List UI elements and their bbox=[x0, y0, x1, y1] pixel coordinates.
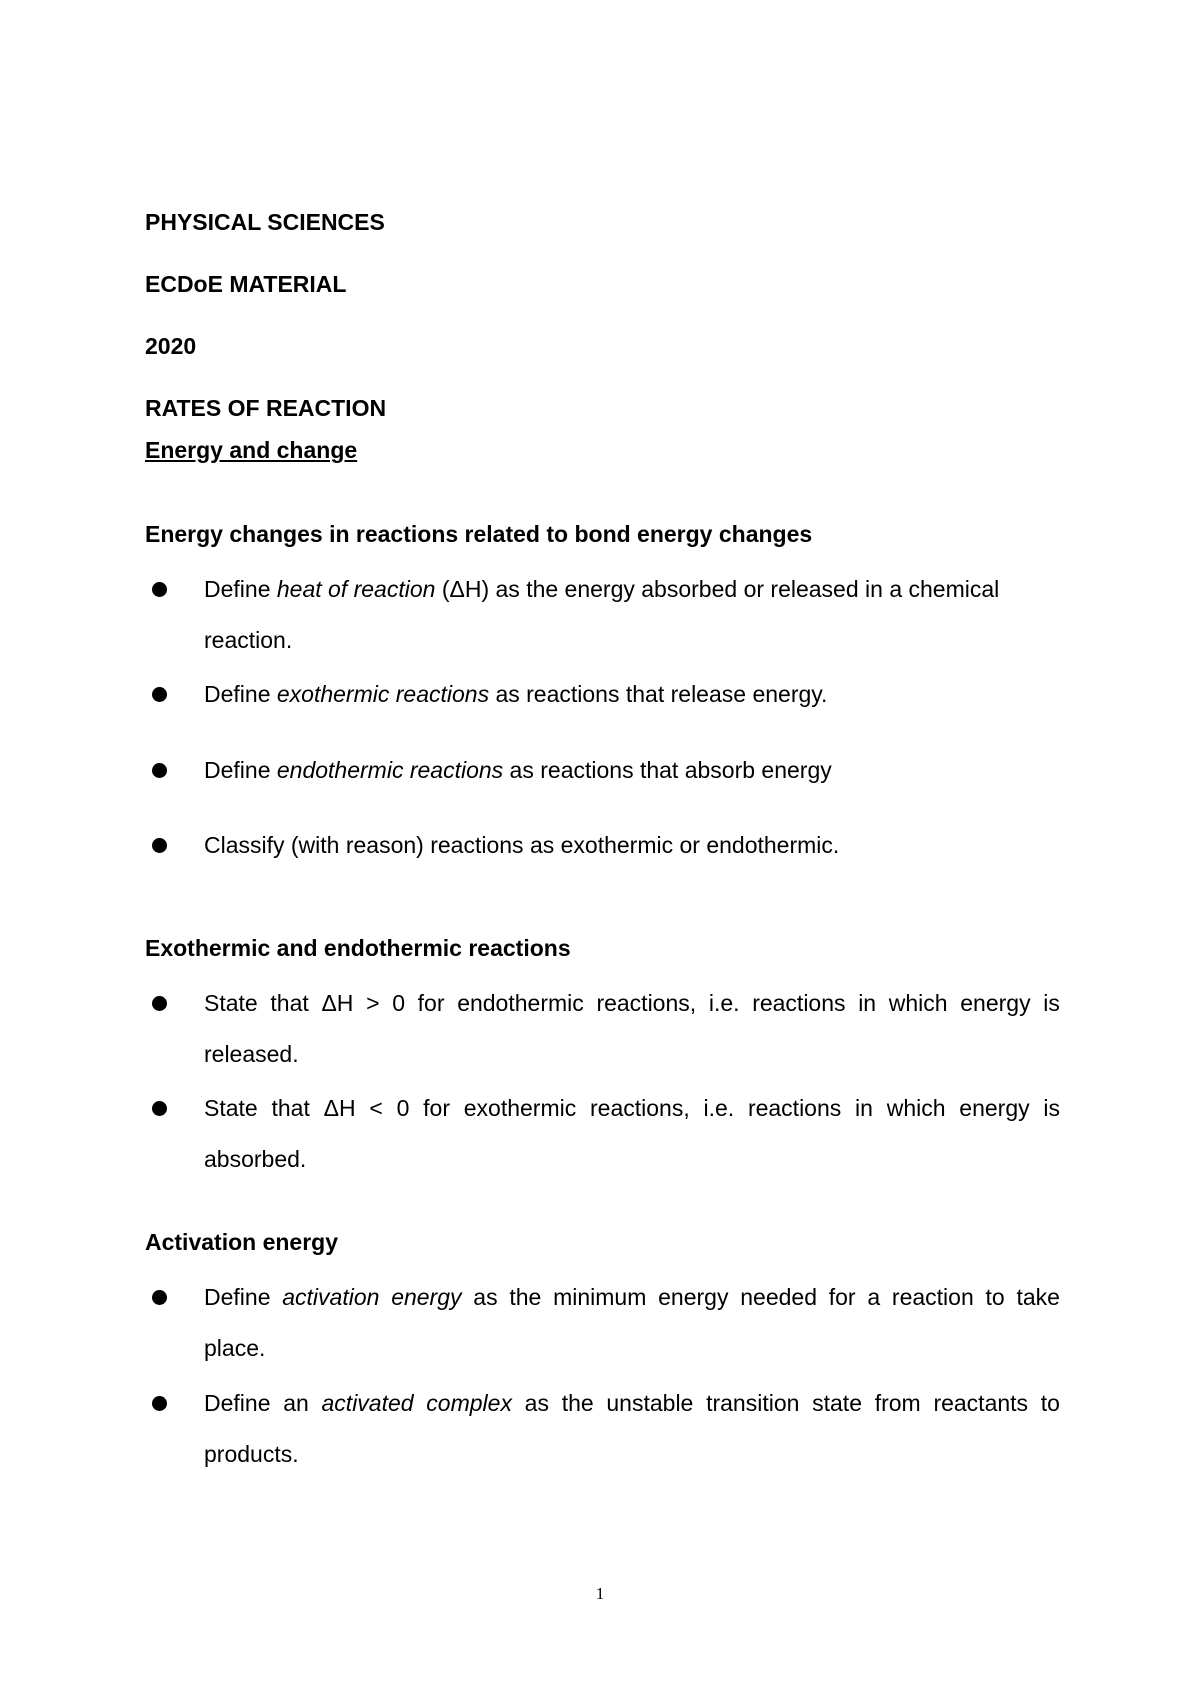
word: reaction bbox=[891, 1284, 974, 1310]
bullet-term: exothermic reactions bbox=[276, 681, 490, 707]
bullet-icon bbox=[152, 687, 167, 702]
section-heading: Activation energy bbox=[145, 1229, 338, 1255]
word: ΔH bbox=[321, 990, 354, 1016]
bullet-text: Define bbox=[204, 681, 277, 707]
bullet-text: as reactions that release energy. bbox=[489, 681, 828, 707]
word: an bbox=[283, 1390, 309, 1416]
bullet-icon bbox=[152, 582, 167, 597]
page-number: 1 bbox=[595, 1584, 605, 1603]
word: i.e. bbox=[703, 1095, 735, 1121]
word: is bbox=[1043, 990, 1060, 1016]
word: ΔH bbox=[323, 1095, 356, 1121]
word: as bbox=[524, 1390, 549, 1416]
bullet-text: Classify (with reason) reactions as exothermic or endothermic. bbox=[204, 832, 840, 858]
word: energy bbox=[960, 990, 1031, 1016]
word: in bbox=[858, 990, 877, 1016]
bullet-text bbox=[204, 1389, 1060, 1417]
bullet-text: as reactions that absorb energy bbox=[503, 757, 832, 783]
bullet-icon bbox=[152, 1101, 167, 1116]
bullet-text: Define bbox=[204, 576, 277, 602]
bullet-term: heat of reaction bbox=[276, 576, 436, 602]
word: reactions bbox=[752, 990, 846, 1016]
word: to bbox=[1040, 1390, 1060, 1416]
bullet-icon bbox=[152, 996, 167, 1011]
word: State bbox=[204, 1095, 258, 1121]
word: exothermic bbox=[463, 1095, 577, 1121]
word: State bbox=[204, 990, 258, 1016]
bullet-icon bbox=[152, 763, 167, 778]
word: < bbox=[369, 1095, 383, 1121]
word: the bbox=[561, 1390, 594, 1416]
word: unstable bbox=[606, 1390, 694, 1416]
bullet-text bbox=[204, 1283, 1060, 1311]
word: to bbox=[985, 1284, 1005, 1310]
word: minimum bbox=[553, 1284, 647, 1310]
word: as bbox=[473, 1284, 498, 1310]
word: 0 bbox=[392, 990, 405, 1016]
word: i.e. bbox=[708, 990, 740, 1016]
bullet-icon bbox=[152, 1396, 167, 1411]
word: is bbox=[1043, 1095, 1060, 1121]
bullet-term: endothermic reactions bbox=[276, 757, 504, 783]
bullet-icon bbox=[152, 1290, 167, 1305]
bullet-continuation: place. bbox=[204, 1335, 266, 1361]
material-title: ECDoE MATERIAL bbox=[145, 271, 347, 297]
section-title: Energy and change bbox=[145, 437, 358, 463]
term-word: complex bbox=[426, 1390, 512, 1416]
word: which bbox=[886, 1095, 946, 1121]
section-heading: Exothermic and endothermic reactions bbox=[145, 935, 571, 961]
term-word: activation bbox=[282, 1284, 380, 1310]
word: for bbox=[828, 1284, 856, 1310]
word: energy bbox=[658, 1284, 729, 1310]
word: state bbox=[812, 1390, 862, 1416]
word: a bbox=[867, 1284, 881, 1310]
bullet-continuation: reaction. bbox=[204, 627, 293, 653]
word: endothermic bbox=[457, 990, 584, 1016]
word: which bbox=[888, 990, 948, 1016]
term-word: energy bbox=[391, 1284, 462, 1310]
word: needed bbox=[740, 1284, 817, 1310]
word: that bbox=[271, 1095, 310, 1121]
word: for bbox=[423, 1095, 450, 1121]
word: reactions bbox=[747, 1095, 842, 1121]
word: reactions, bbox=[596, 990, 697, 1016]
word: for bbox=[417, 990, 445, 1016]
bullet-continuation: released. bbox=[204, 1041, 299, 1067]
bullet-icon bbox=[152, 838, 167, 853]
word: Define bbox=[204, 1284, 271, 1310]
topic-title: RATES OF REACTION bbox=[145, 395, 387, 421]
bullet-text bbox=[204, 1094, 1060, 1122]
bullet-text bbox=[204, 989, 1060, 1017]
word: reactants bbox=[933, 1390, 1029, 1416]
word: from bbox=[874, 1390, 921, 1416]
word: 0 bbox=[396, 1095, 410, 1121]
word: reactions, bbox=[590, 1095, 690, 1121]
word: in bbox=[855, 1095, 873, 1121]
bullet-text: Define bbox=[204, 757, 277, 783]
word: Define bbox=[204, 1390, 271, 1416]
bullet-continuation: products. bbox=[204, 1441, 299, 1467]
word: transition bbox=[706, 1390, 800, 1416]
section-heading: Energy changes in reactions related to bond energy changes bbox=[145, 521, 813, 547]
word: that bbox=[270, 990, 309, 1016]
bullet-text: (ΔH) as the energy absorbed or released in a chemical bbox=[435, 576, 1000, 602]
word: the bbox=[509, 1284, 542, 1310]
bullet-continuation: absorbed. bbox=[204, 1146, 307, 1172]
term-word: activated bbox=[321, 1390, 414, 1416]
year-title: 2020 bbox=[145, 333, 197, 359]
word: > bbox=[366, 990, 380, 1016]
word: energy bbox=[959, 1095, 1030, 1121]
subject-title: PHYSICAL SCIENCES bbox=[145, 209, 385, 235]
word: take bbox=[1016, 1284, 1060, 1310]
